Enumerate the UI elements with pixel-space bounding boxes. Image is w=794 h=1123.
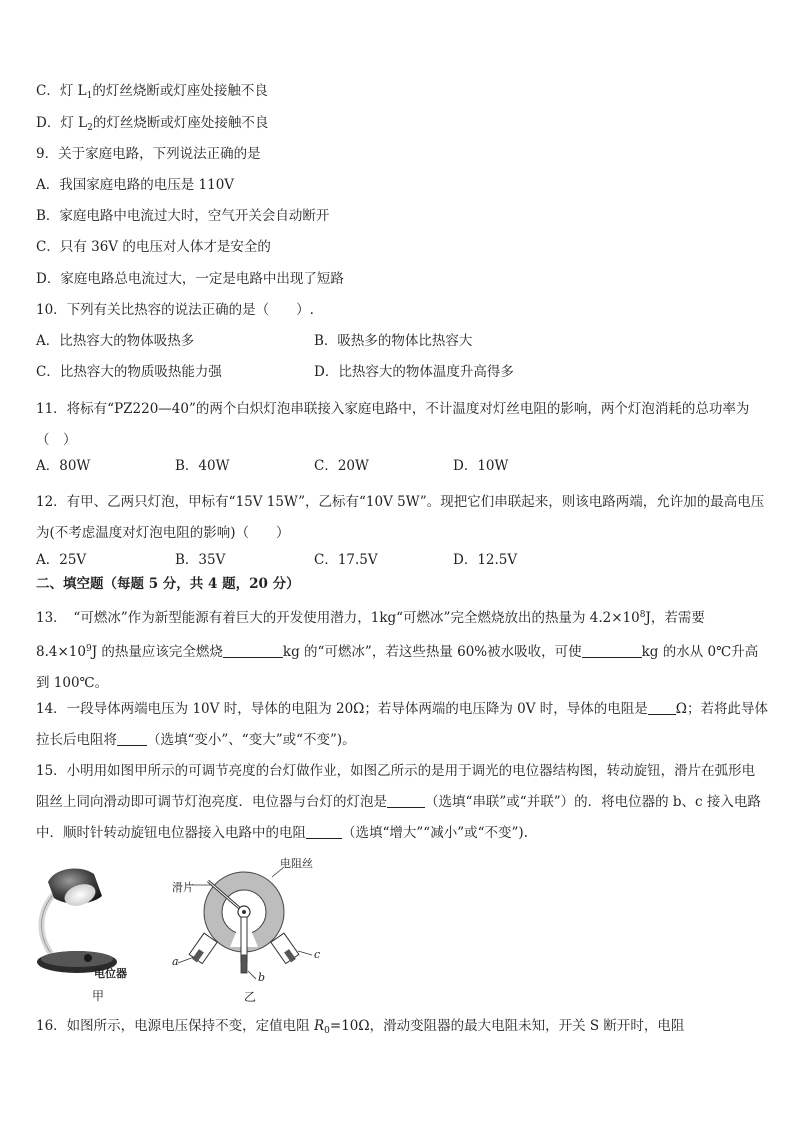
q9-option-d: D．家庭电路总电流过大，一定是电路中出现了短路 <box>36 271 344 287</box>
q15-blank-1[interactable] <box>387 793 425 808</box>
q10-option-d: D．比热容大的物体温度升高得多 <box>314 364 514 380</box>
section-heading-fill-blank: 二、填空题（每题 5 分，共 4 题，20 分） <box>36 576 300 592</box>
q13-blank-1[interactable] <box>223 643 283 658</box>
q12-option-c: C．17.5V <box>314 552 378 568</box>
potentiometer-diagram <box>160 855 350 1005</box>
q8-option-c: C．灯 $L_1$的灯丝烧断或灯座处接触不良 <box>36 83 268 101</box>
q9-option-b: B．家庭电路中电流过大时，空气开关会自动断开 <box>36 208 330 224</box>
q12-option-a: A．25V <box>36 552 87 568</box>
q14-blank-1[interactable] <box>648 700 676 715</box>
q10-stem: 10．下列有关比热容的说法正确的是（ ）. <box>36 302 314 318</box>
q11-option-c: C．20W <box>314 458 369 474</box>
terminal-a-label: a <box>172 955 179 968</box>
q15-text: 15．小明用如图甲所示的可调节亮度的台灯做作业，如图乙所示的是用于调光的电位器结构图，转动旋钮，滑片在弧形电阻丝上同向滑动即可调节灯泡亮度．电位器与台灯的灯泡是 （选填“串联”或“并联”）的．将电位器的 b、c 接入电路中．顺时针转动旋钮电位器接入电路中的电阻 （选填“增大”“减小”或“不变”). <box>36 763 761 841</box>
q11-option-d: D．10W <box>453 458 509 474</box>
q11-option-a: A．80W <box>36 458 91 474</box>
q14-text: 14．一段导体两端电压为 10V 时，导体的电阻为 20Ω；若导体两端的电压降为 0V 时，导体的电阻是 Ω；若将此导体拉长后电阻将 （选填“变小”、“变大”或“不变”)。 <box>36 701 768 748</box>
q11-stem: 11．将标有“PZ220—40”的两个白炽灯泡串联接入家庭电路中，不计温度对灯丝电阻的影响，两个灯泡消耗的总功率为（ ） <box>36 401 750 448</box>
q12-option-b: B．35V <box>175 552 226 568</box>
slider-label: 滑片 <box>172 881 194 894</box>
q13-blank-2[interactable] <box>582 643 642 658</box>
q10-option-c: C．比热容大的物质吸热能力强 <box>36 364 222 380</box>
q13-text: 13． “可燃冰”作为新型能源有着巨大的开发使用潜力，1kg“可燃冰”完全燃烧放出的热量为 $4.2\times 10^8J$，若需要 $8.4\times 10^9J$ 的热量应该完全燃烧 kg 的“可燃冰”，若这些热量 60%被水吸收，可使 kg 的水从 0℃升高到 100℃。 <box>36 610 759 691</box>
figure-caption-jia: 甲 <box>92 989 105 1003</box>
q9-option-a: A．我国家庭电路的电压是 110V <box>36 177 235 193</box>
potentiometer-structure-icon <box>160 855 350 1005</box>
q16-text: 16．如图所示，电源电压保持不变，定值电阻 $R_0=10\Omega$，滑动变阻器的最大电阻未知，开关 S 断开时，电阻 <box>36 1018 685 1036</box>
resistance-wire-label: 电阻丝 <box>280 857 313 870</box>
q9-option-c: C．只有 36V 的电压对人体才是安全的 <box>36 239 271 255</box>
q9-stem: 9．关于家庭电路，下列说法正确的是 <box>36 146 261 162</box>
desk-lamp-icon <box>32 862 142 977</box>
q15-blank-2[interactable] <box>306 824 342 839</box>
q12-option-d: D．12.5V <box>453 552 518 568</box>
desk-lamp-figure <box>32 862 142 1007</box>
q11-option-b: B．40W <box>175 458 230 474</box>
q10-option-a: A．比热容大的物体吸热多 <box>36 333 195 349</box>
figure-caption-yi: 乙 <box>244 990 257 1004</box>
q10-option-b: B．吸热多的物体比热容大 <box>314 333 473 349</box>
q8-option-d: D．灯 $L_2$的灯丝烧断或灯座处接触不良 <box>36 115 269 133</box>
terminal-b-label: b <box>258 971 266 984</box>
q14-blank-2[interactable] <box>117 731 147 746</box>
terminal-c-label: c <box>314 948 321 961</box>
q12-stem: 12．有甲、乙两只灯泡，甲标有“15V 15W”，乙标有“10V 5W”。现把它们串联起来，则该电路两端，允许加的最高电压为(不考虑温度对灯泡电阻的影响)（ ） <box>36 494 765 541</box>
potentiometer-label: 电位器 <box>94 967 127 980</box>
